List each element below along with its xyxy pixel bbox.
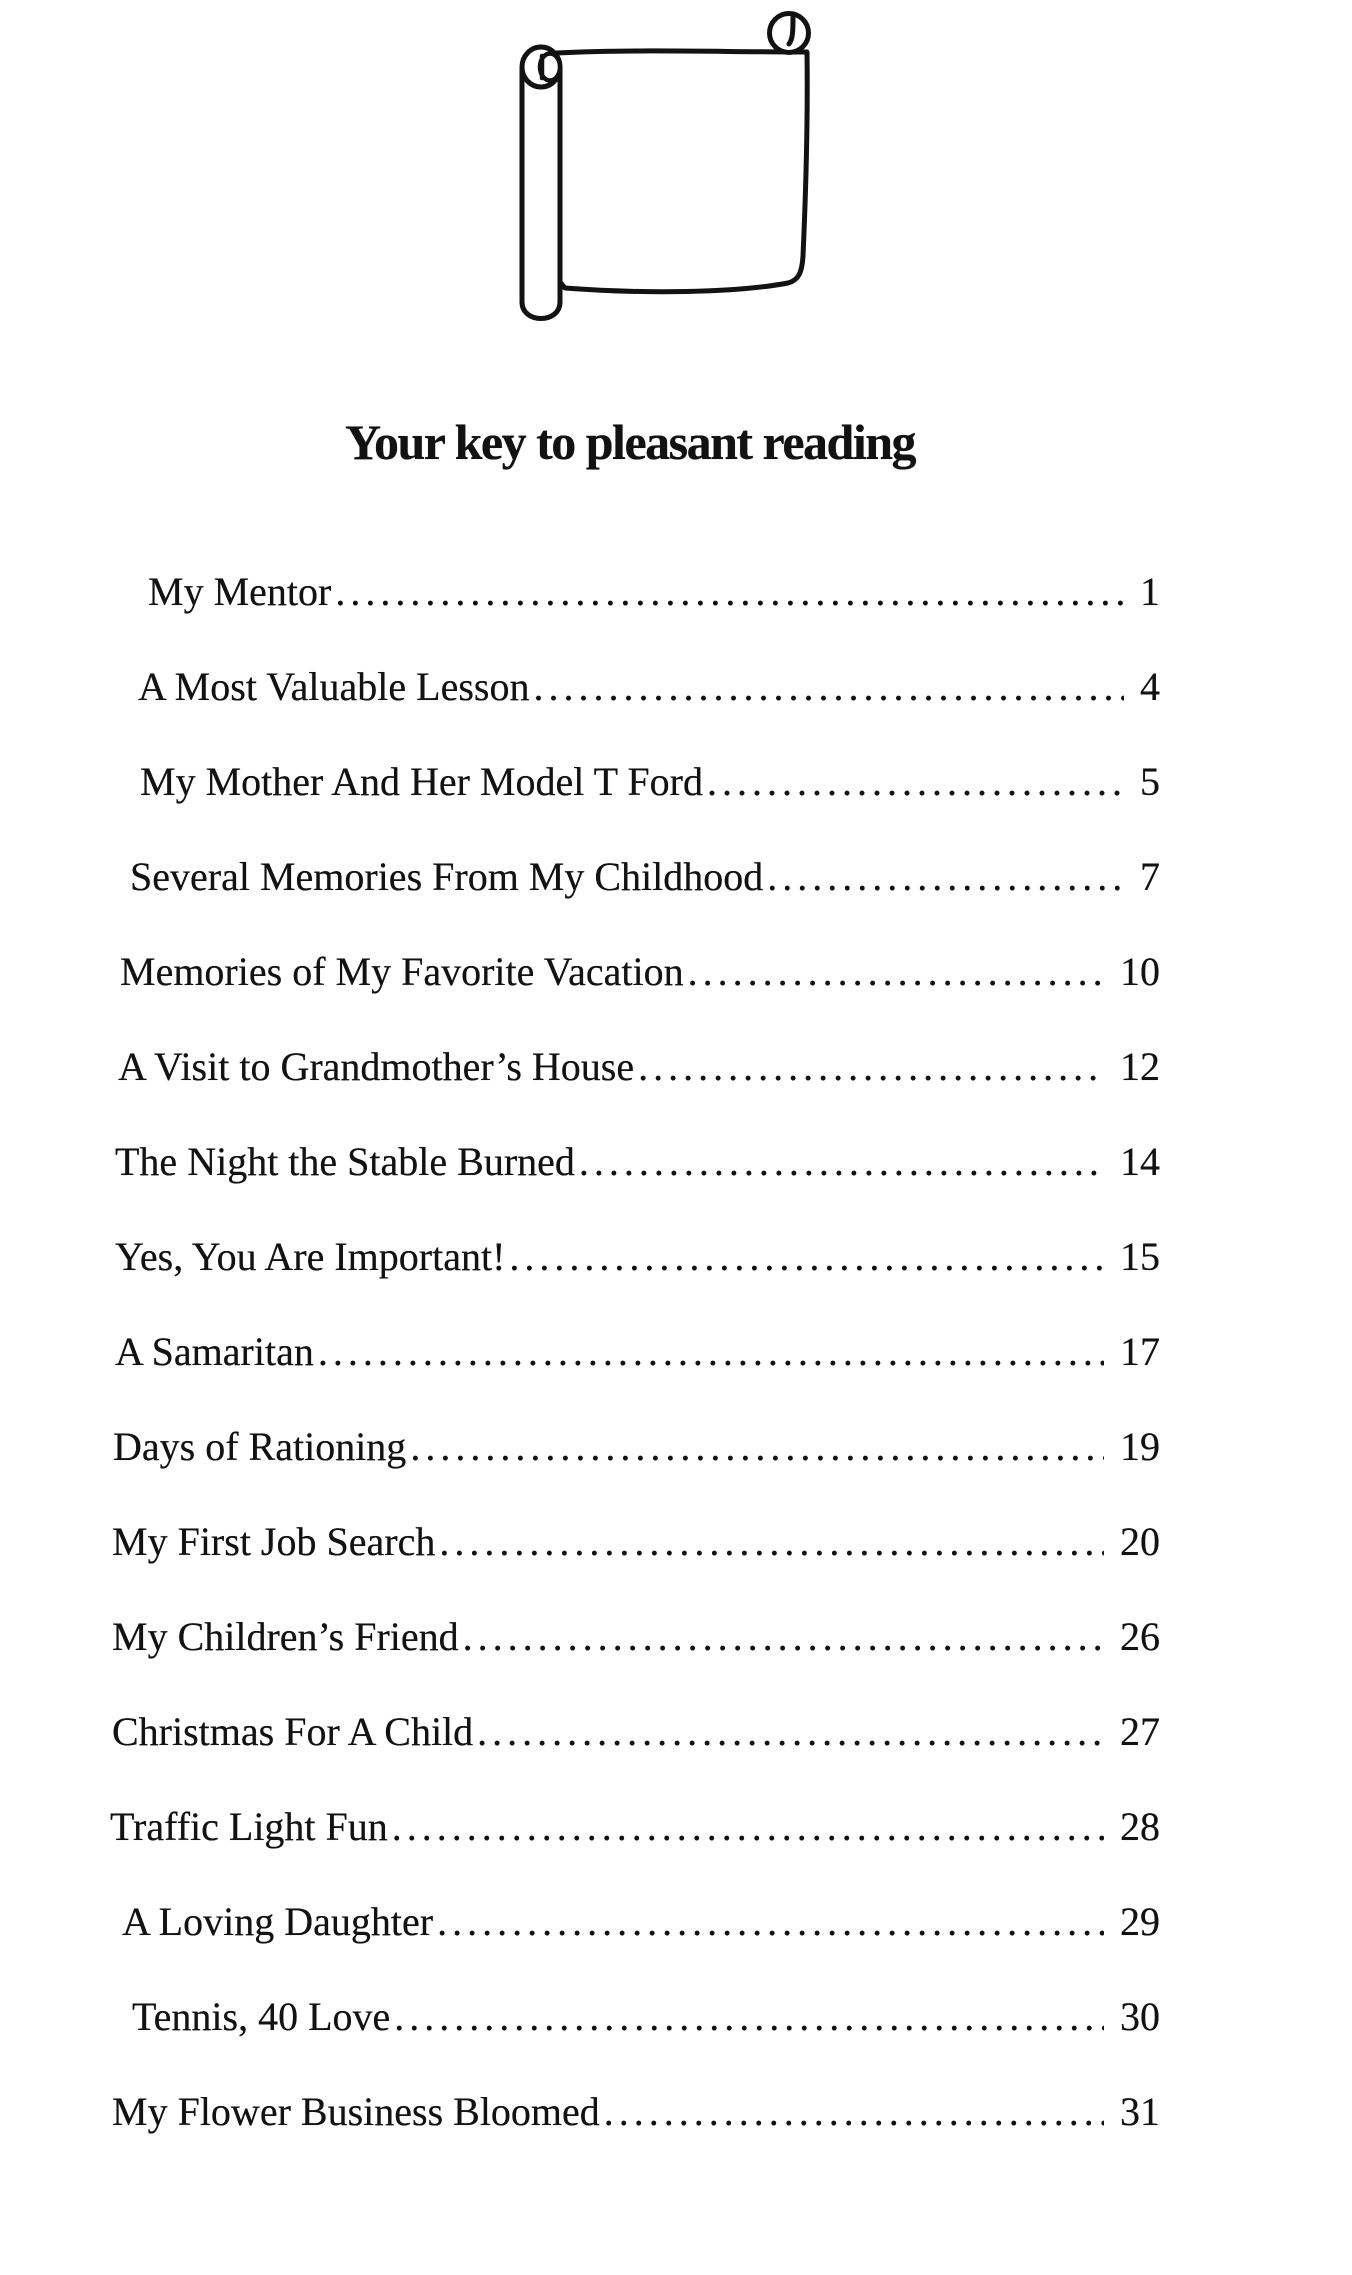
toc-entry: [110, 1519, 1160, 1564]
dot-leader: [335, 572, 1124, 612]
toc-entry-page-number: 15: [1120, 1234, 1160, 1279]
scroll-icon: [505, 6, 847, 332]
toc-entry-title: Memories of My Favorite Vacation: [120, 949, 684, 994]
toc-entry-page-number: 28: [1120, 1804, 1160, 1849]
toc-entry-title: My Children’s Friend: [112, 1614, 459, 1659]
toc-entry-title: Days of Rationing: [113, 1424, 407, 1469]
toc-entry: [110, 949, 1160, 994]
dot-leader: [579, 1142, 1104, 1182]
dot-leader: [707, 762, 1124, 802]
dot-leader: [394, 1997, 1104, 2037]
toc-entry: [110, 664, 1160, 709]
dot-leader: [509, 1237, 1104, 1277]
dot-leader: [604, 2092, 1104, 2132]
toc-entry-title: Christmas For A Child: [112, 1709, 474, 1754]
toc-entry-title: A Most Valuable Lesson: [138, 664, 530, 709]
toc-entry-page-number: 1: [1140, 569, 1160, 614]
toc-entry-page-number: 10: [1120, 949, 1160, 994]
toc-entry: [110, 1234, 1160, 1279]
dot-leader: [688, 952, 1104, 992]
toc-entry-title: My Mother And Her Model T Ford: [140, 759, 703, 804]
toc-entry: [110, 2089, 1160, 2134]
toc-entry: [110, 569, 1160, 614]
dot-leader: [439, 1522, 1104, 1562]
dot-leader: [318, 1332, 1104, 1372]
toc-entry-title: The Night the Stable Burned: [115, 1139, 575, 1184]
toc-entry: [110, 1804, 1160, 1849]
toc-entry-title: Several Memories From My Childhood: [130, 854, 764, 899]
toc-entry-page-number: 26: [1120, 1614, 1160, 1659]
toc-entry-page-number: 27: [1120, 1709, 1160, 1754]
dot-leader: [477, 1712, 1104, 1752]
toc-entry-page-number: 20: [1120, 1519, 1160, 1564]
toc-entry-page-number: 29: [1120, 1899, 1160, 1944]
toc-entry: [110, 1329, 1160, 1374]
toc-entry: [110, 1424, 1160, 1469]
toc-entry-page-number: 7: [1140, 854, 1160, 899]
toc-entry: [110, 1899, 1160, 1944]
toc-entry: [110, 1709, 1160, 1754]
dot-leader: [767, 857, 1124, 897]
toc-entry-title: Tennis, 40 Love: [132, 1994, 391, 2039]
toc-entry-page-number: 4: [1140, 664, 1160, 709]
toc-entry-page-number: 5: [1140, 759, 1160, 804]
toc-entry-page-number: 17: [1120, 1329, 1160, 1374]
toc-entry: [110, 1044, 1160, 1089]
dot-leader: [638, 1047, 1104, 1087]
toc-entry-title: My Flower Business Bloomed: [112, 2089, 600, 2134]
toc-entry-title: Traffic Light Fun: [110, 1804, 388, 1849]
toc-entry-page-number: 31: [1120, 2089, 1160, 2134]
toc-entry-page-number: 19: [1120, 1424, 1160, 1469]
toc-entry-title: A Loving Daughter: [122, 1899, 434, 1944]
dot-leader: [392, 1807, 1104, 1847]
toc-entry-title: Yes, You Are Important!: [115, 1234, 506, 1279]
toc-entry-title: A Visit to Grandmother’s House: [118, 1044, 635, 1089]
toc-entry: [110, 1139, 1160, 1184]
toc-entry-title: My First Job Search: [112, 1519, 436, 1564]
toc-entry: [110, 1614, 1160, 1659]
toc-entry-title: A Samaritan: [115, 1329, 314, 1374]
dot-leader: [463, 1617, 1104, 1657]
toc-entry: [110, 1994, 1160, 2039]
dot-leader: [410, 1427, 1104, 1467]
dot-leader: [533, 667, 1124, 707]
toc-entry: [110, 759, 1160, 804]
toc-entry-page-number: 12: [1120, 1044, 1160, 1089]
dot-leader: [437, 1902, 1104, 1942]
toc-entry-page-number: 30: [1120, 1994, 1160, 2039]
page-title: Your key to pleasant reading: [344, 414, 916, 470]
toc-list: [110, 569, 1160, 2187]
toc-entry: [110, 854, 1160, 899]
toc-entry-page-number: 14: [1120, 1139, 1160, 1184]
toc-entry-title: My Mentor: [148, 569, 332, 614]
